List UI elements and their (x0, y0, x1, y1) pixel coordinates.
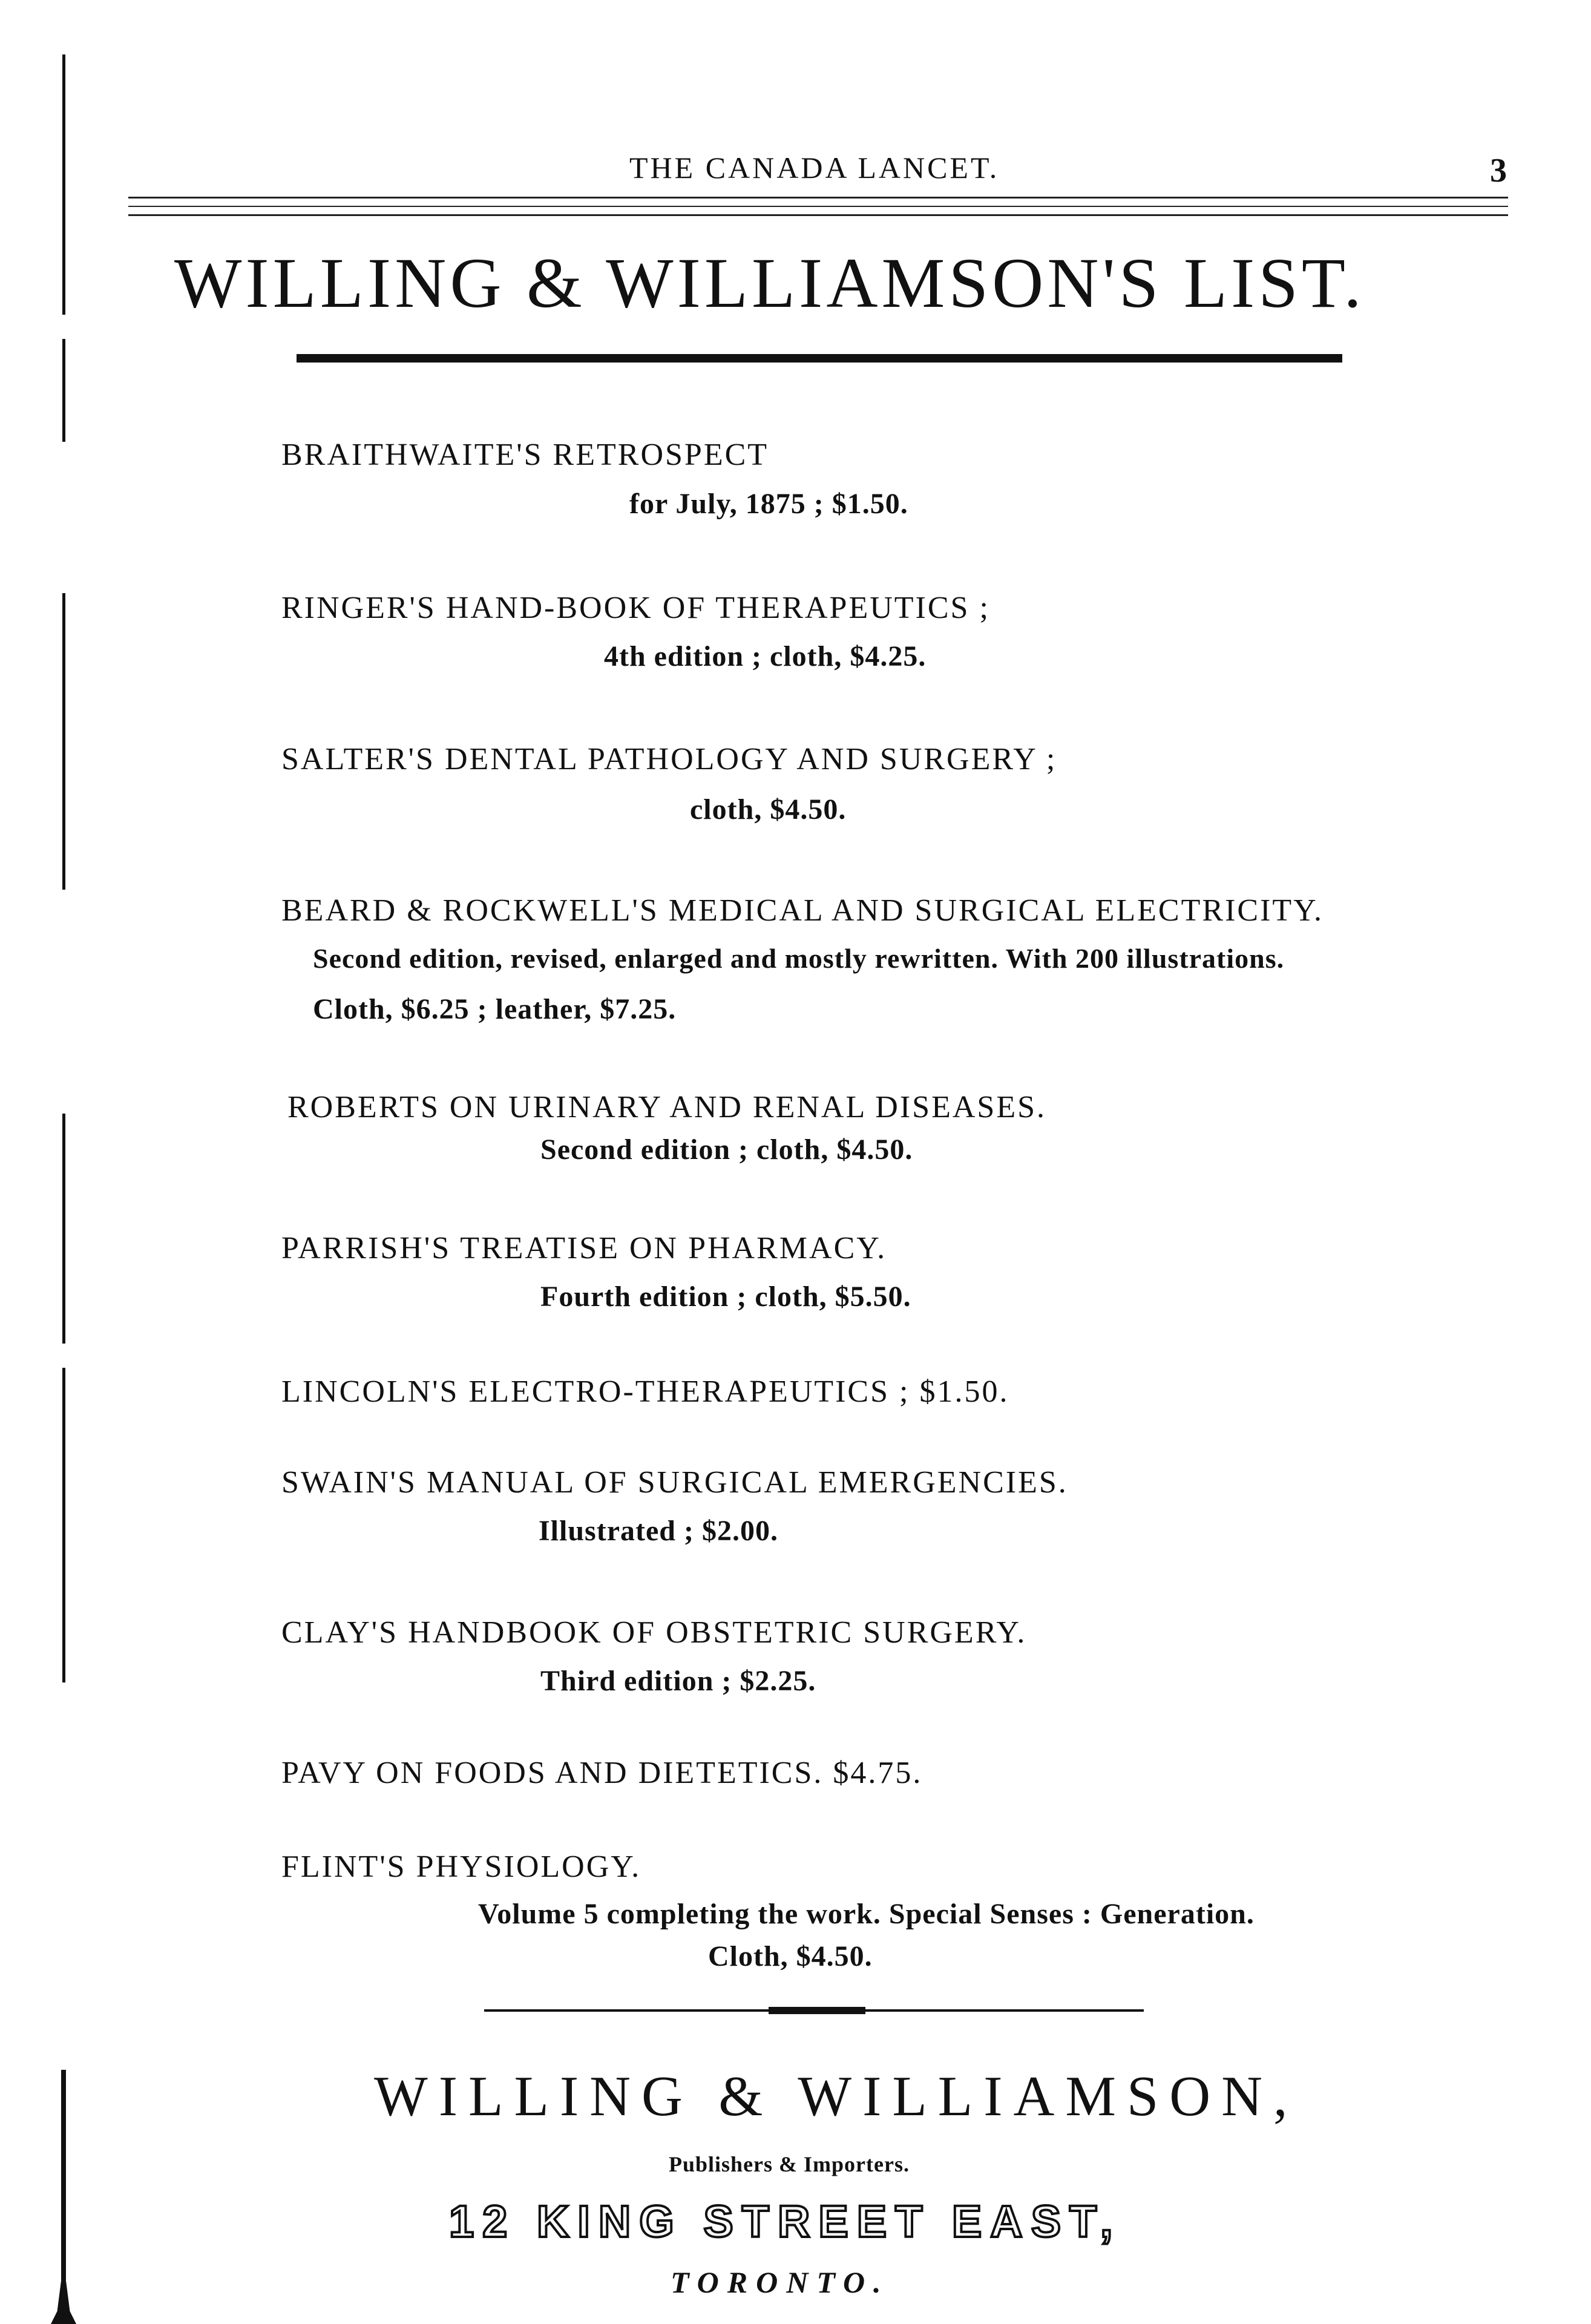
entry-title: CLAY'S HANDBOOK OF OBSTETRIC SURGERY. (281, 1615, 1027, 1650)
entry-title: ROBERTS ON URINARY AND RENAL DISEASES. (287, 1090, 1047, 1124)
header-rule (128, 197, 1508, 199)
title-underline (297, 354, 1342, 363)
binding-edge-mark (62, 1114, 65, 1344)
entry-title: BEARD & ROCKWELL'S MEDICAL AND SURGICAL ELECTRICITY. (281, 893, 1324, 928)
entry-detail: cloth, $4.50. (690, 793, 847, 826)
publisher-city: TORONTO. (671, 2265, 890, 2299)
page-number: 3 (1490, 152, 1507, 189)
entry-title: PARRISH'S TREATISE ON PHARMACY. (281, 1231, 887, 1265)
footer-rule-ornament (769, 2007, 865, 2014)
header-rule (128, 214, 1508, 216)
entry-title: LINCOLN'S ELECTRO-THERAPEUTICS ; $1.50. (281, 1374, 1009, 1409)
entry-detail: Cloth, $6.25 ; leather, $7.25. (313, 993, 677, 1025)
publisher-name: WILLING & WILLIAMSON, (374, 2065, 1299, 2128)
binding-edge-mark (62, 593, 65, 890)
entry-title: BRAITHWAITE'S RETROSPECT (281, 438, 769, 472)
entry-detail: Cloth, $4.50. (708, 1940, 873, 1972)
running-head: THE CANADA LANCET. (629, 151, 1000, 185)
entry-title: PAVY ON FOODS AND DIETETICS. $4.75. (281, 1756, 923, 1790)
entry-title: FLINT'S PHYSIOLOGY. (281, 1850, 641, 1884)
entry-detail: Volume 5 completing the work. Special Senses : Generation. (478, 1898, 1255, 1930)
entry-title: RINGER'S HAND-BOOK OF THERAPEUTICS ; (281, 591, 990, 625)
entry-detail: Second edition ; cloth, $4.50. (540, 1134, 913, 1166)
binding-edge-mark (62, 1368, 65, 1682)
publisher-address: 12 KING STREET EAST, (449, 2196, 1121, 2247)
entry-detail: Illustrated ; $2.00. (539, 1515, 778, 1547)
binding-edge-mark (62, 339, 65, 442)
entry-detail: for July, 1875 ; $1.50. (629, 488, 908, 520)
entry-detail: 4th edition ; cloth, $4.25. (604, 640, 927, 672)
entry-detail: Second edition, revised, enlarged and mostly rewritten. With 200 illustrations. (313, 943, 1285, 974)
corner-ornament (51, 2282, 76, 2324)
list-title: WILLING & WILLIAMSON'S LIST. (174, 243, 1365, 323)
entry-title: SWAIN'S MANUAL OF SURGICAL EMERGENCIES. (281, 1465, 1068, 1500)
binding-edge-mark (62, 54, 65, 315)
entry-title: SALTER'S DENTAL PATHOLOGY AND SURGERY ; (281, 742, 1057, 776)
entry-detail: Third edition ; $2.25. (540, 1665, 816, 1697)
publisher-role: Publishers & Importers. (669, 2152, 910, 2176)
header-rule (128, 206, 1508, 207)
entry-detail: Fourth edition ; cloth, $5.50. (540, 1281, 911, 1313)
